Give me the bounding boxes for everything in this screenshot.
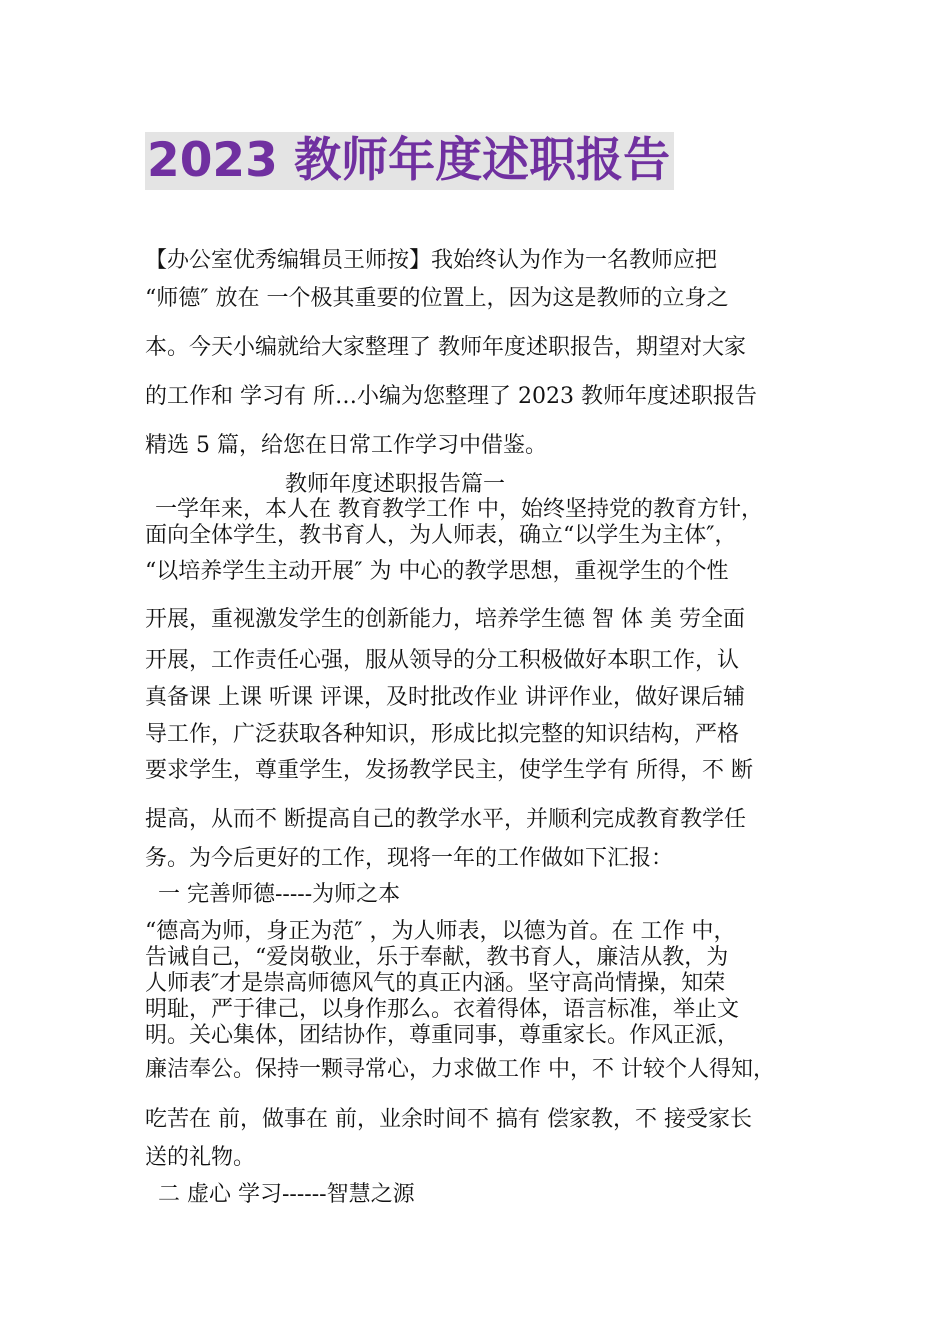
body-line-8: 要求学生，尊重学生，发扬教学民主，使学生学有 所得，不 断: [145, 758, 753, 783]
section-heading: 教师年度述职报告篇一: [285, 472, 506, 497]
body-line-15: 明。关心集体，团结协作，尊重同事，尊重家长。作风正派，: [145, 1023, 740, 1048]
body-line-18: 送的礼物。: [145, 1145, 256, 1170]
body-line-14: 明耻，严于律己，以身作那么。衣着得体，语言标准，举止文: [145, 997, 740, 1022]
intro-line-2: “师德″ 放在 一个极其重要的位置上，因为这是教师的立身之: [145, 286, 729, 311]
body-line-2: 面向全体学生，教书育人，为人师表，确立“以学生为主体″，: [145, 523, 737, 548]
body-line-3: “以培养学生主动开展″ 为 中心的教学思想，重视学生的个性: [145, 559, 729, 584]
document-title: 2023 教师年度述职报告: [145, 132, 674, 190]
intro-line-4: 的工作和 学习有 所…小编为您整理了 2023 教师年度述职报告: [145, 384, 757, 409]
body-line-16: 廉洁奉公。保持一颗寻常心，力求做工作 中，不 计较个人得知，: [145, 1057, 775, 1082]
body-line-12: 告诫自己，“爱岗敬业，乐于奉献，教书育人，廉洁从教，为: [145, 945, 729, 970]
intro-line-1: 【办公室优秀编辑员王师按】我始终认为作为一名教师应把: [145, 248, 718, 273]
body-line-17: 吃苦在 前，做事在 前，业余时间不 搞有 偿家教，不 接受家长: [145, 1107, 752, 1132]
body-line-9: 提高，从而不 断提高自己的教学水平，并顺利完成教育教学任: [145, 807, 746, 832]
body-line-5: 开展，工作责任心强，服从领导的分工积极做好本职工作，认: [145, 648, 740, 673]
body-line-11: “德高为师，身正为范″ ，为人师表，以德为首。在 工作 中，: [145, 919, 736, 944]
subheading-1: 一 完善师德-----为师之本: [158, 882, 401, 907]
intro-line-5: 精选 5 篇，给您在日常工作学习中借鉴。: [145, 433, 547, 458]
body-line-13: 人师表″才是崇高师德风气的真正内涵。坚守高尚情操，知荣: [145, 971, 726, 996]
body-line-10: 务。为今后更好的工作，现将一年的工作做如下汇报：: [145, 846, 674, 871]
body-line-6: 真备课 上课 听课 评课，及时批改作业 讲评作业，做好课后辅: [145, 685, 745, 710]
body-line-1: 一学年来，本人在 教育教学工作 中，始终坚持党的教育方针，: [155, 497, 763, 522]
body-line-7: 导工作，广泛获取各种知识，形成比拟完整的知识结构，严格: [145, 722, 740, 747]
body-line-4: 开展，重视激发学生的创新能力，培养学生德 智 体 美 劳全面: [145, 607, 745, 632]
subheading-2: 二 虚心 学习------智慧之源: [158, 1182, 415, 1207]
intro-line-3: 本。今天小编就给大家整理了 教师年度述职报告，期望对大家: [145, 335, 746, 360]
